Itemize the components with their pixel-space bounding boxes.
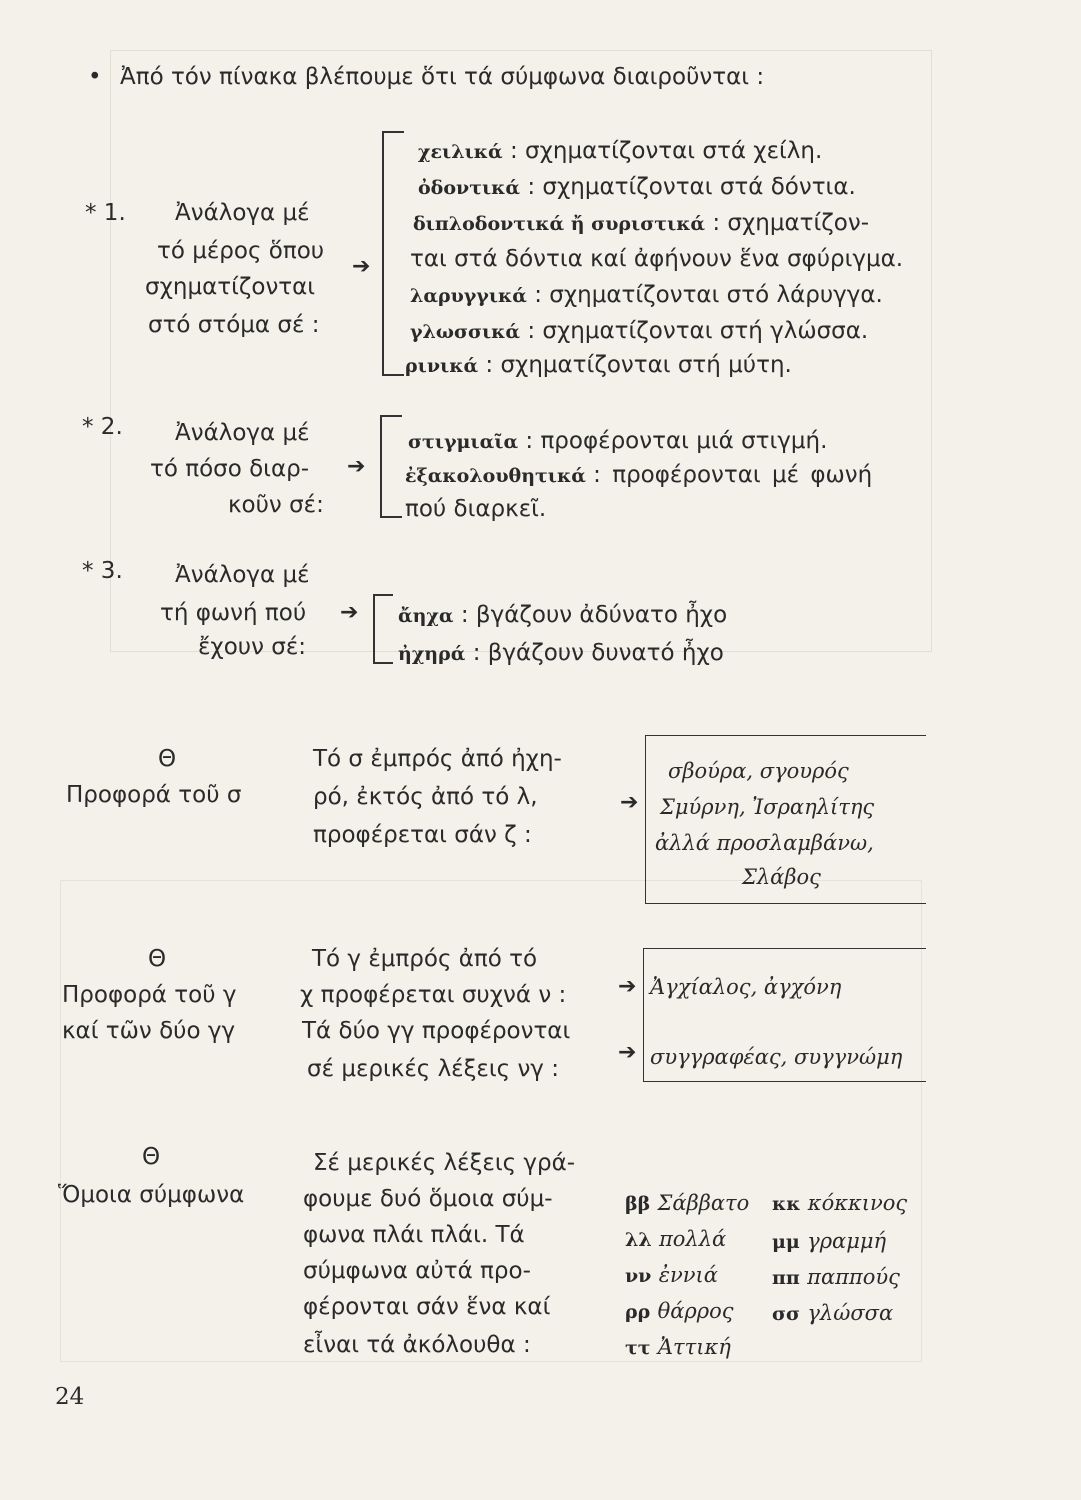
pair-row: ρρ θάρρος	[625, 1299, 734, 1323]
pair-row: ββ Σάββατο	[625, 1191, 750, 1215]
p3-line: φωνα πλάι πλάι. Τά	[303, 1222, 525, 1248]
s3-marker: * 3.	[82, 558, 123, 584]
s3-line: Ἀνάλογα μέ	[175, 562, 310, 588]
arrow-icon: ➔	[340, 600, 359, 625]
s1-item: ὀδοντικά : σχηματίζονται στά δόντια.	[418, 174, 856, 200]
s2-line: τό πόσο διαρ-	[150, 456, 310, 482]
arrow-icon: ➔	[347, 454, 366, 479]
s3-line: τή φωνή πού	[160, 600, 307, 626]
p3-line: εἶναι τά ἀκόλουθα :	[303, 1332, 531, 1358]
pair-row: ττ Ἀττική	[625, 1335, 731, 1359]
s2-item-cont: πού διαρκεῖ.	[405, 496, 547, 522]
s3-bracket	[373, 594, 375, 664]
s1-item: διπλοδοντικά ἤ συριστικά : σχηματίζον-	[413, 210, 870, 236]
p2-title: Προφορά τοῦ γ	[62, 982, 237, 1008]
bullet: •	[88, 64, 102, 90]
p3-line: Σέ μερικές λέξεις γρά-	[313, 1150, 576, 1176]
pair-row: κκ κόκκινος	[772, 1191, 908, 1215]
s2-marker: * 2.	[82, 414, 123, 440]
s2-item: στιγμιαῖα : προφέρονται μιά στιγμή.	[408, 428, 828, 454]
s1-item: χειλικά : σχηματίζονται στά χείλη.	[418, 138, 823, 164]
p1-line: ρό, ἐκτός ἀπό τό λ,	[313, 784, 538, 810]
p1-example: σβούρα, σγουρός	[668, 759, 849, 783]
p1-example: ἀλλά προσλαμβάνω,	[655, 831, 874, 855]
intro-text: Ἀπό τόν πίνακα βλέπουμε ὅτι τά σύμφωνα διαιροῦνται :	[120, 64, 765, 90]
p1-title: Προφορά τοῦ σ	[66, 782, 242, 808]
p2-line: σέ μερικές λέξεις νγ :	[307, 1056, 559, 1082]
pair-row: σσ γλώσσα	[772, 1301, 894, 1325]
pair-row: μμ γραμμή	[772, 1229, 887, 1253]
p3-line: φέρονται σάν ἕνα καί	[303, 1294, 551, 1320]
s1-item: γλωσσικά : σχηματίζονται στή γλώσσα.	[410, 318, 869, 344]
theta-icon: Θ	[148, 946, 167, 972]
theta-icon: Θ	[158, 746, 177, 772]
p2-line: χ προφέρεται συχνά ν :	[300, 982, 567, 1008]
s3-item: ἠχηρά : βγάζουν δυνατό ἦχο	[398, 640, 724, 666]
s1-item: λαρυγγικά : σχηματίζονται στό λάρυγγα.	[410, 282, 883, 308]
s1-item-cont: ται στά δόντια καί ἀφήνουν ἕνα σφύριγμα.	[410, 246, 904, 272]
p2-title: καί τῶν δύο γγ	[62, 1018, 236, 1044]
pair-row: νν ἐννιά	[625, 1263, 718, 1287]
s1-item: ρινικά : σχηματίζονται στή μύτη.	[405, 352, 792, 378]
p2-example: συγγραφέας, συγγνώμη	[650, 1045, 903, 1069]
s1-bracket	[382, 131, 384, 376]
p1-example: Σμύρνη, Ἰσραηλίτης	[660, 795, 875, 819]
s1-marker: * 1.	[85, 200, 126, 226]
s1-line: τό μέρος ὅπου	[157, 238, 325, 264]
s1-line: σχηματίζονται	[145, 274, 316, 300]
p3-title: Ὅμοια σύμφωνα	[58, 1182, 245, 1208]
p1-line: Τό σ ἐμπρός ἀπό ἠχη-	[313, 746, 562, 772]
s2-line: κοῦν σέ:	[228, 492, 324, 518]
p2-line: Τά δύο γγ προφέρονται	[302, 1018, 571, 1044]
s1-line: Ἀνάλογα μέ	[175, 200, 310, 226]
p1-line: προφέρεται σάν ζ :	[313, 822, 532, 848]
arrow-icon: ➔	[352, 254, 371, 279]
s3-line: ἔχουν σέ:	[198, 634, 307, 660]
p2-line: Τό γ ἐμπρός ἀπό τό	[312, 946, 538, 972]
s1-line: στό στόμα σέ :	[148, 312, 320, 338]
theta-icon: Θ	[142, 1144, 161, 1170]
pair-row: ππ παππούς	[772, 1265, 900, 1289]
arrow-icon: ➔	[618, 974, 637, 999]
p3-line: σύμφωνα αὐτά προ-	[303, 1258, 531, 1284]
arrow-icon: ➔	[620, 790, 639, 815]
s2-line: Ἀνάλογα μέ	[175, 420, 310, 446]
s2-item: ἐξακολουθητικά : προφέρονται μέ φωνή	[405, 462, 873, 488]
p2-example: Ἀγχίαλος, ἀγχόνη	[650, 975, 842, 999]
pair-row: λλ πολλά	[625, 1227, 727, 1251]
s3-item: ἄηχα : βγάζουν ἀδύνατο ἦχο	[398, 602, 728, 628]
s2-bracket	[380, 415, 382, 518]
page-number: 24	[55, 1384, 85, 1410]
arrow-icon: ➔	[618, 1040, 637, 1065]
p3-line: φουμε δυό ὅμοια σύμ-	[303, 1186, 553, 1212]
p1-example: Σλάβος	[742, 865, 821, 889]
